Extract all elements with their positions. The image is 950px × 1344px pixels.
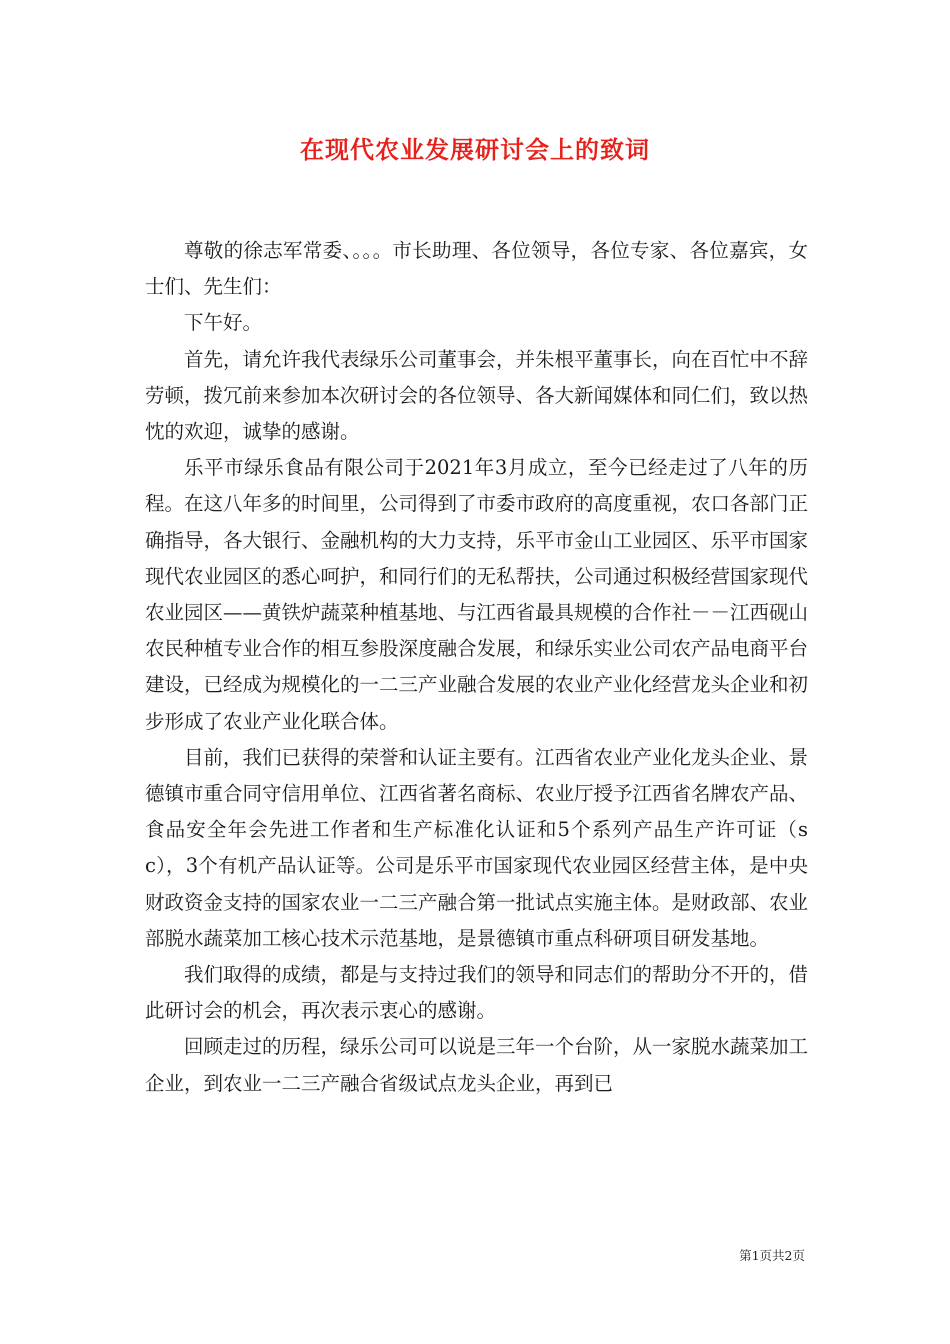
paragraph-welcome: 首先，请允许我代表绿乐公司董事会，并朱根平董事长，向在百忙中不辞劳顿，拨冗前来参加本次研讨会的各位领导、各大新闻媒体和同仁们，致以热忱的欢迎，诚挚的感谢。: [145, 347, 809, 444]
paragraph-thanks: 我们取得的成绩，都是与支持过我们的领导和同志们的帮助分不开的，借此研讨会的机会，再次表示衷心的感谢。: [145, 963, 809, 1023]
paragraph-salutation: 尊敬的徐志军常委、。。。市长助理、各位领导，各位专家、各位嘉宾，女士们、先生们：: [145, 239, 808, 299]
paragraph-greeting: 下午好。: [184, 311, 263, 335]
page-number: 第1页共2页: [739, 1248, 805, 1263]
document-body: [145, 233, 808, 1102]
document-title: 在现代农业发展研讨会上的致词: [300, 135, 650, 164]
paragraph-honors: 目前，我们已获得的荣誉和认证主要有。江西省农业产业化龙头企业、景德镇市重合同守信用单位、江西省著名商标、农业厅授予江西省名牌农产品、食品安全年会先进工作者和生产标准化认证和5个系列产品生产许可证（sc），3个有机产品认证等。公司是乐平市国家现代农业园区经营主体，是中央财政资金支持的国家农业一二三产融合第一批试点实施主体。是财政部、农业部脱水蔬菜加工核心技术示范基地，是景德镇市重点科研项目研发基地。: [145, 745, 809, 950]
paragraph-review: 回顾走过的历程，绿乐公司可以说是三年一个台阶，从一家脱水蔬菜加工企业，到农业一二三产融合省级试点龙头企业，再到已: [145, 1035, 809, 1095]
paragraph-company-history: 乐平市绿乐食品有限公司于2021年3月成立，至今已经走过了八年的历程。在这八年多的时间里，公司得到了市委市政府的高度重视，农口各部门正确指导，各大银行、金融机构的大力支持，乐平市金山工业园区、乐平市国家现代农业园区的悉心呵护，和同行们的无私帮扶，公司通过积极经营国家现代农业园区——黄铁炉蔬菜种植基地、与江西省最具规模的合作社－－江西砚山农民种植专业合作的相互参股深度融合发展，和绿乐实业公司农产品电商平台建设，已经成为规模化的一二三产业融合发展的农业产业化经营龙头企业和初步形成了农业产业化联合体。: [145, 456, 809, 733]
